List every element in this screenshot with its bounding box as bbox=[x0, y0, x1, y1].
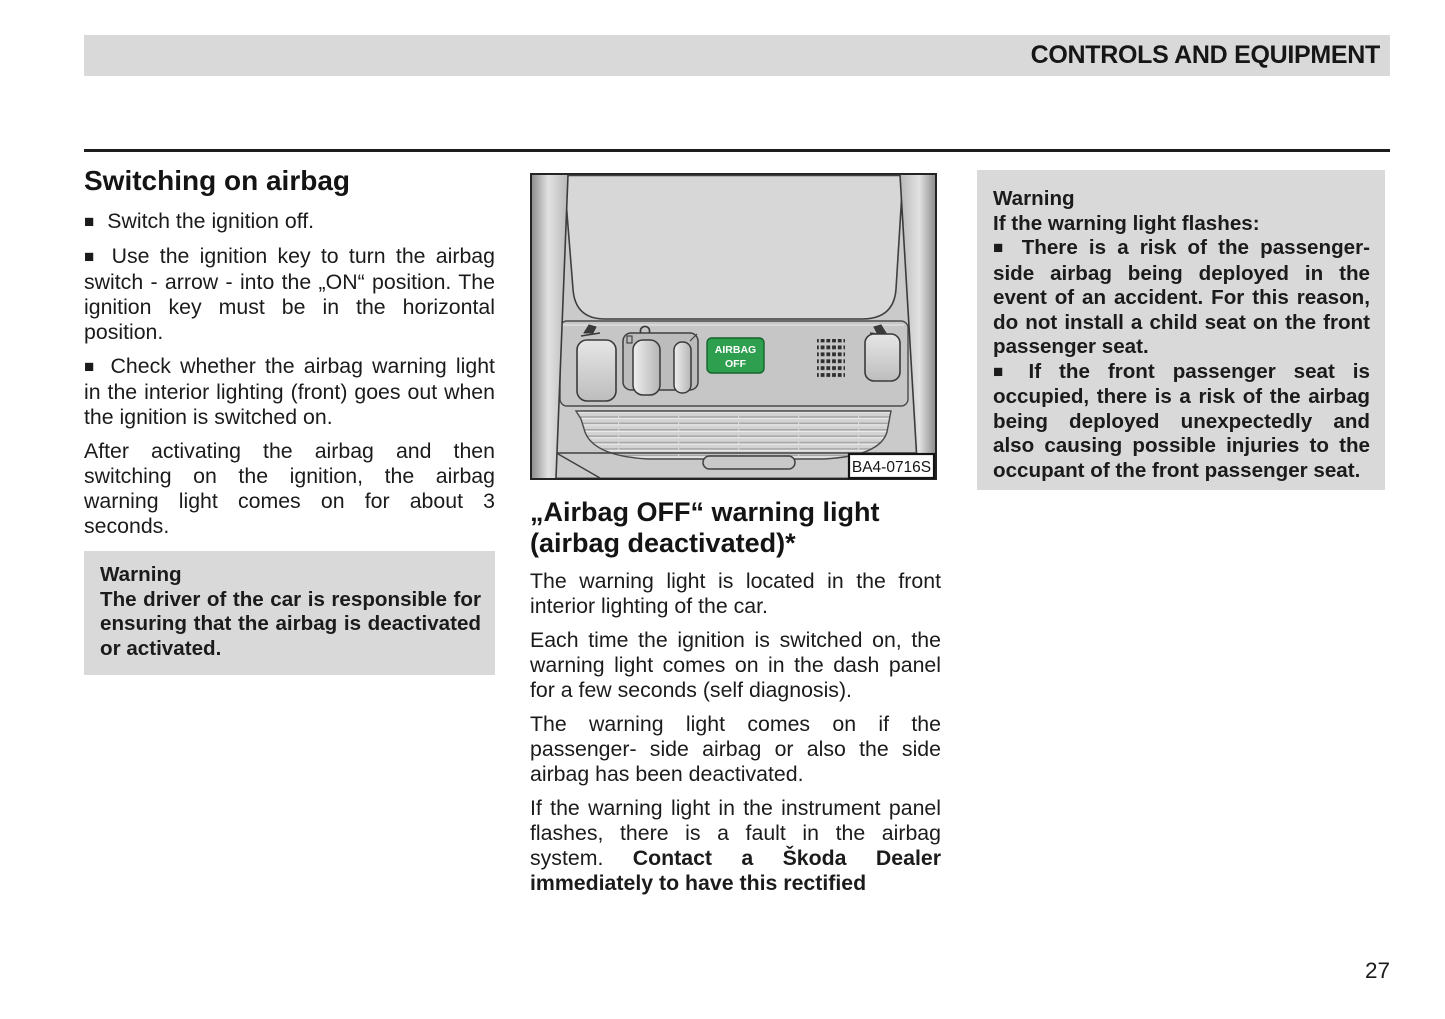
warning-bullet-text: There is a risk of the passenger-side airbag being deployed in the event of an accident. For this reason, do not install a child seat on the front passenger seat. bbox=[993, 236, 1370, 358]
bullet-square-icon: ■ bbox=[993, 361, 1016, 381]
heading-line-2: (airbag deactivated)* bbox=[530, 528, 796, 558]
bullet-item bbox=[84, 244, 495, 345]
paragraph-light-location: The warning light is located in the front interior lighting of the car. bbox=[530, 569, 941, 618]
airbag-off-badge-line2: OFF bbox=[725, 358, 746, 370]
warning-title: Warning bbox=[100, 563, 182, 586]
left-column bbox=[84, 165, 495, 675]
paragraph-deactivated: The warning light comes on if the passenger- side airbag or also the side airbag has been deactivated. bbox=[530, 712, 941, 786]
fault-text-bold: Contact a Škoda Dealer immediately to have this rectified bbox=[530, 846, 941, 895]
warning-box-flashing-light bbox=[977, 170, 1385, 490]
warning-subtitle: If the warning light flashes: bbox=[993, 211, 1260, 235]
warning-body: The driver of the car is responsible for ensuring that the airbag is deactivated or activated. bbox=[100, 587, 481, 660]
interior-light-button-left bbox=[577, 340, 616, 401]
bullet-square-icon: ■ bbox=[84, 357, 98, 376]
figure-code-label bbox=[849, 454, 934, 478]
bullet-item bbox=[84, 354, 495, 430]
bullet-square-icon: ■ bbox=[84, 247, 99, 266]
page-header-title: CONTROLS AND EQUIPMENT bbox=[1030, 41, 1380, 69]
warning-bullet-item bbox=[993, 360, 1370, 484]
headliner-panel bbox=[564, 176, 903, 320]
header-divider bbox=[84, 149, 1390, 152]
airbag-off-badge bbox=[707, 338, 764, 373]
console-illustration bbox=[530, 173, 937, 480]
figure-code-text: BA4-0716S bbox=[851, 459, 932, 476]
bullet-square-icon: ■ bbox=[84, 212, 95, 231]
bullet-text: Check whether the airbag warning light in the interior lighting (front) goes out when the ignition is switched on. bbox=[84, 354, 495, 429]
warning-box-driver-responsibility bbox=[84, 551, 495, 675]
bullet-square-icon: ■ bbox=[993, 238, 1009, 257]
section-heading-airbag-off-light bbox=[530, 497, 941, 559]
right-column bbox=[977, 170, 1385, 490]
airbag-switch-knob bbox=[633, 340, 660, 395]
airbag-switch-lever bbox=[674, 342, 691, 393]
interior-light-button-right bbox=[865, 334, 900, 381]
speaker-grille-dots bbox=[817, 339, 845, 380]
paragraph-fault bbox=[530, 796, 941, 896]
warning-title: Warning bbox=[993, 187, 1075, 210]
bullet-item bbox=[84, 209, 495, 235]
bullet-text: Use the ignition key to turn the airbag switch - arrow - into the „ON“ position. The ignition key must be in the horizontal position. bbox=[84, 244, 495, 344]
header-bar bbox=[84, 35, 1390, 76]
light-diffuser bbox=[576, 411, 891, 459]
paragraph-self-diagnosis: Each time the ignition is switched on, the warning light comes on in the dash panel for a few seconds (self diagnosis). bbox=[530, 628, 941, 702]
figure-interior-light-console bbox=[530, 173, 937, 480]
section-heading-switching-on-airbag: Switching on airbag bbox=[84, 165, 351, 196]
airbag-off-badge-line1: AIRBAG bbox=[714, 344, 757, 356]
bullet-text: Switch the ignition off. bbox=[107, 209, 315, 233]
heading-line-1: „Airbag OFF“ warning light bbox=[530, 497, 880, 527]
middle-column bbox=[530, 173, 941, 905]
warning-bullet-item bbox=[993, 236, 1370, 360]
page-number: 27 bbox=[1364, 958, 1390, 983]
fault-text-normal: If the warning light in the instrument panel flashes, there is a fault in the airbag system. bbox=[530, 796, 941, 870]
warning-bullet-text: If the front passenger seat is occupied, there is a risk of the airbag being deployed unexpectedly and also causing possible injuries to the occupant of the front passenger seat. bbox=[993, 359, 1370, 482]
paragraph-after-activating: After activating the airbag and then switching on the ignition, the airbag warning light comes on for about 3 seconds. bbox=[84, 439, 495, 538]
sunroof-handle bbox=[703, 456, 795, 469]
